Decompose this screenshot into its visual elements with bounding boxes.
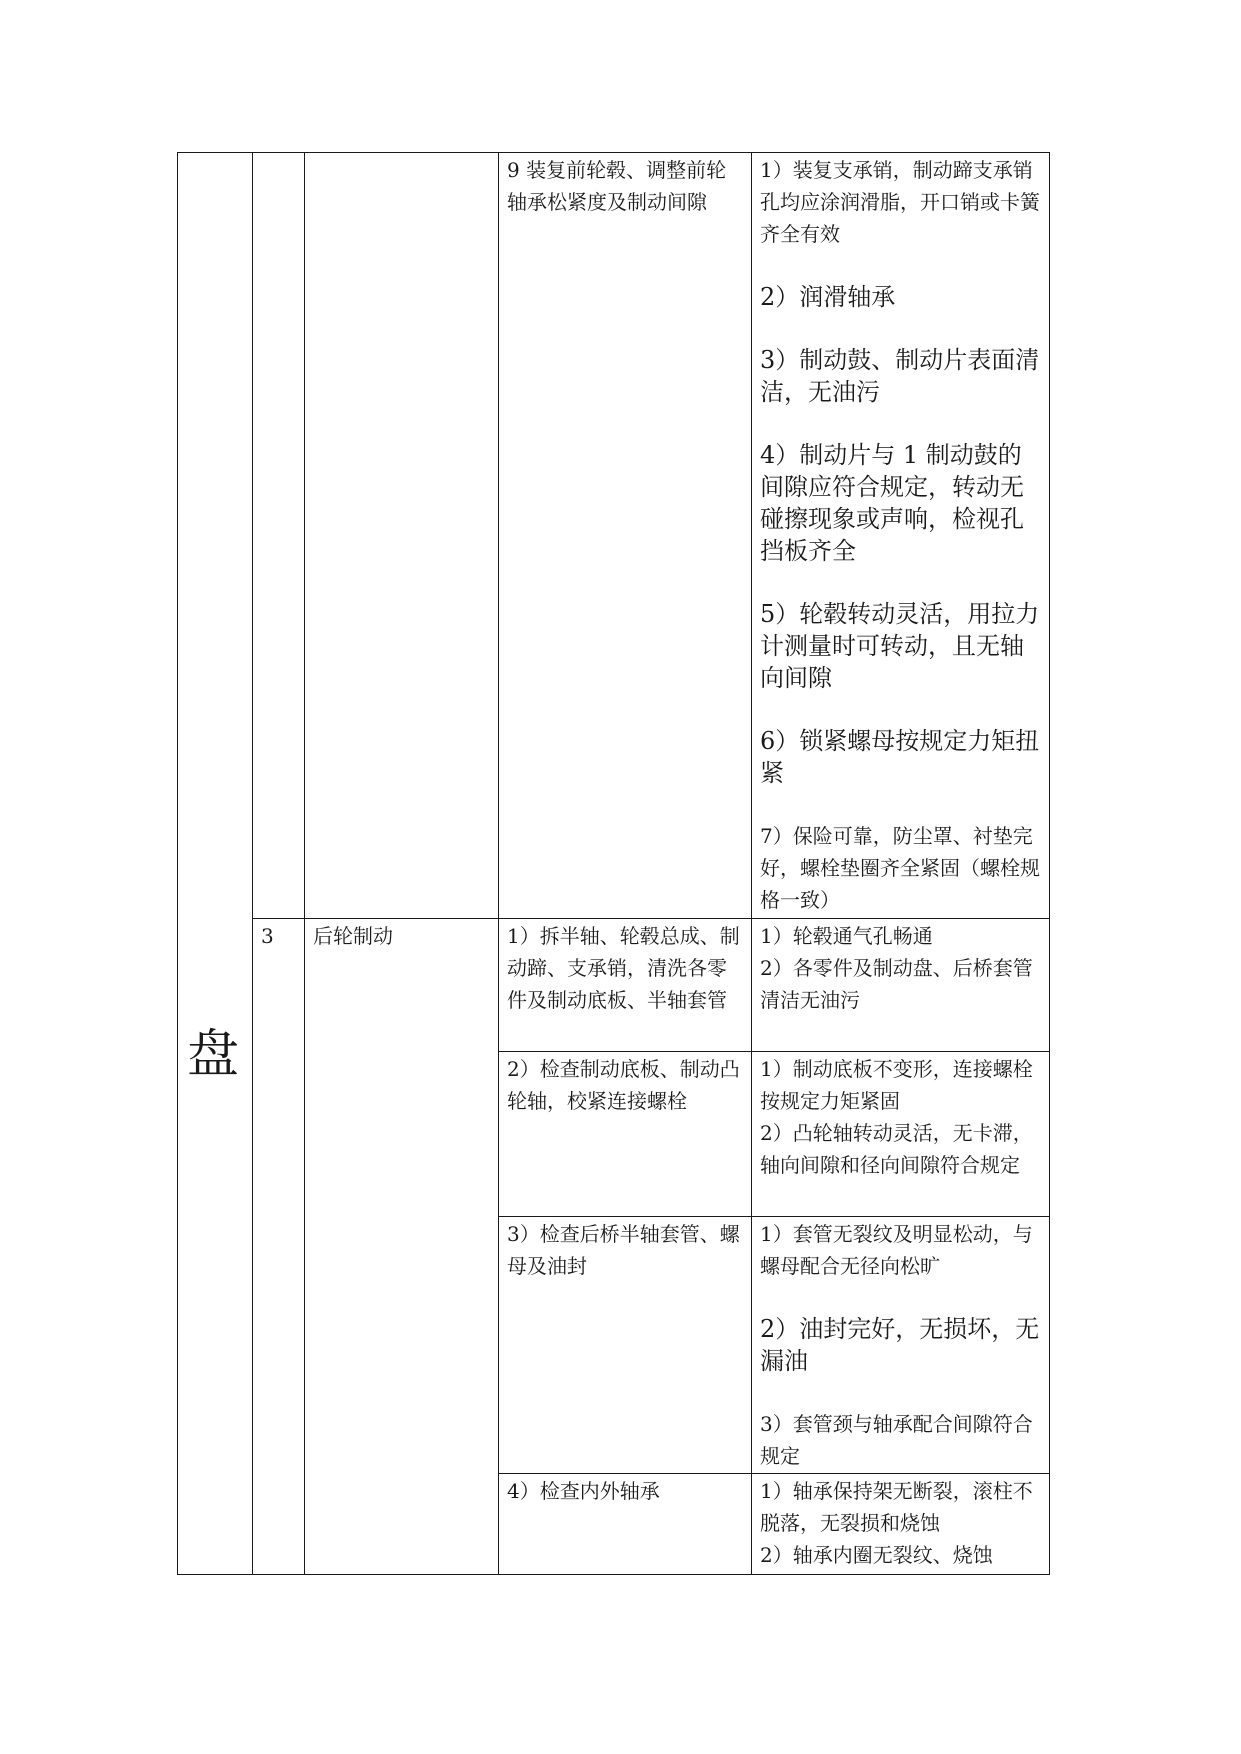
section-character: 盘 xyxy=(187,1025,240,1085)
table-border-left xyxy=(177,152,178,1575)
requirements-cell xyxy=(752,1218,1049,1472)
item-cell xyxy=(499,1218,751,1282)
requirement-text: 3）制动鼓、制动片表面清洁，无油污 xyxy=(760,346,1040,406)
row-number: 3 xyxy=(261,924,274,948)
table-border-bottom xyxy=(177,1574,1050,1575)
item-cell xyxy=(499,1053,751,1117)
requirement-text: 1）套管无裂纹及明显松动，与螺母配合无径向松旷 xyxy=(760,1222,1033,1278)
row-divider xyxy=(252,918,1050,919)
requirement-text: 2）润滑轴承 xyxy=(760,283,896,311)
requirement-text: 2）轴承内圈无裂纹、烧蚀 xyxy=(760,1543,993,1567)
column-divider xyxy=(252,152,253,1575)
column-divider xyxy=(498,152,499,1575)
requirement-text: 1）装复支承销，制动蹄支承销孔均应涂润滑脂，开口销或卡簧齐全有效 xyxy=(760,158,1040,246)
requirement-text: 2）凸轮轴转动灵活，无卡滞，轴向间隙和径向间隙符合规定 xyxy=(760,1121,1033,1177)
requirement-text: 1）制动底板不变形，连接螺栓按规定力矩紧固 xyxy=(760,1057,1033,1113)
requirement-text: 4）制动片与 1 制动鼓的间隙应符合规定，转动无碰擦现象或声响，检视孔挡板齐全 xyxy=(760,441,1024,565)
table-border-right xyxy=(1049,152,1050,1575)
item-cell xyxy=(499,1475,751,1507)
requirement-text: 7）保险可靠，防尘罩、衬垫完好，螺栓垫圈齐全紧固（螺栓规格一致） xyxy=(760,824,1040,912)
item-text: 2）检查制动底板、制动凸轮轴，校紧连接螺栓 xyxy=(507,1057,740,1113)
item-cell xyxy=(499,154,751,218)
item-text: 1）拆半轴、轮毂总成、制动蹄、支承销，清洗各零件及制动底板、半轴套管 xyxy=(507,924,740,1012)
requirement-text: 6）锁紧螺母按规定力矩扭紧 xyxy=(760,727,1040,787)
requirement-text: 1）轴承保持架无断裂，滚柱不脱落，无裂损和烧蚀 xyxy=(760,1479,1033,1535)
item-text: 3）检查后桥半轴套管、螺母及油封 xyxy=(507,1222,740,1278)
requirement-text: 1）轮毂通气孔畅通 xyxy=(760,924,933,948)
table-border-top xyxy=(177,152,1050,153)
requirement-text: 5）轮毂转动灵活，用拉力计测量时可转动，且无轴向间隙 xyxy=(760,600,1040,692)
number-cell xyxy=(253,920,304,952)
item-text: 4）检查内外轴承 xyxy=(507,1479,660,1503)
requirements-cell xyxy=(752,920,1049,1016)
requirements-cell xyxy=(752,1475,1049,1571)
item-cell xyxy=(499,920,751,1016)
category-text: 后轮制动 xyxy=(313,924,393,948)
requirements-cell xyxy=(752,1053,1049,1181)
category-cell xyxy=(305,920,498,952)
requirements-cell xyxy=(752,154,1049,916)
item-text: 9 装复前轮毂、调整前轮轴承松紧度及制动间隙 xyxy=(507,158,727,214)
column-divider xyxy=(304,152,305,1575)
row-divider xyxy=(498,1473,1050,1474)
requirement-text: 2）各零件及制动盘、后桥套管清洁无油污 xyxy=(760,956,1033,1012)
row-divider xyxy=(498,1051,1050,1052)
maintenance-table xyxy=(177,152,1050,1575)
requirement-text: 2）油封完好，无损坏，无漏油 xyxy=(760,1315,1040,1375)
row-divider xyxy=(498,1216,1050,1217)
requirement-text: 3）套管颈与轴承配合间隙符合规定 xyxy=(760,1412,1033,1468)
